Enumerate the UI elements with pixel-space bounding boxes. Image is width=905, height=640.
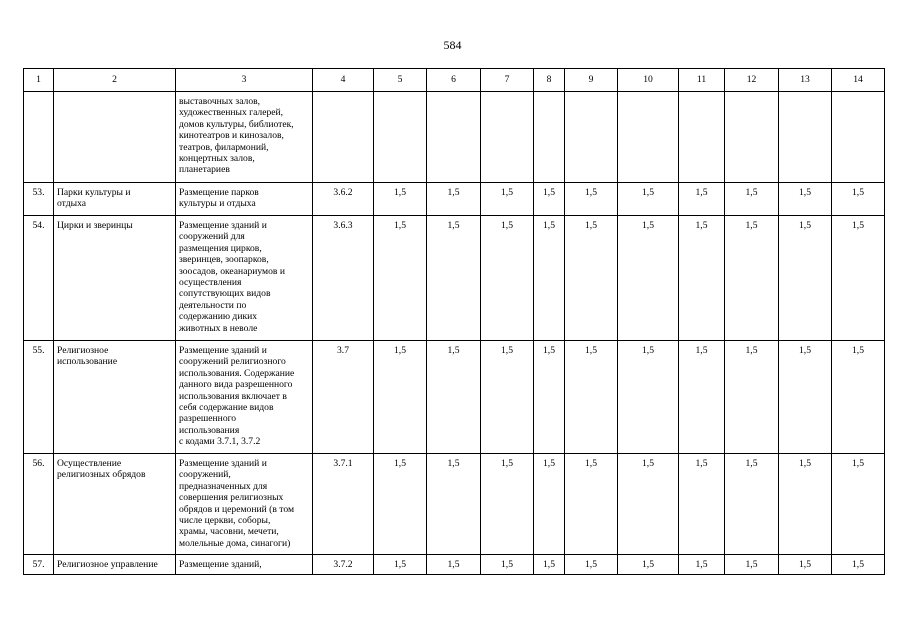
use-code: 3.6.3 xyxy=(313,216,374,341)
table-row xyxy=(24,183,885,216)
header-cell: 4 xyxy=(313,69,374,92)
use-name: Осуществление религиозных обрядов xyxy=(54,454,176,555)
header-cell: 5 xyxy=(374,69,427,92)
value-cell: 1,5 xyxy=(481,454,534,555)
value-cell: 1,5 xyxy=(534,341,565,454)
value-cell: 1,5 xyxy=(679,454,725,555)
value-cell: 1,5 xyxy=(565,216,618,341)
use-description: Размещение зданий и сооружений религиозного использования. Содержание данного вида разрешенного использования включает в себя содержание видов разрешенного использования с кодами 3.7.1, 3.7.2 xyxy=(176,341,313,454)
use-description: Размещение зданий и сооружений для размещения цирков, зверинцев, зоопарков, зоосадов, океанариумов и осуществления сопутствующих видов деятельности по содержанию диких животных в неволе xyxy=(176,216,313,341)
value-cell: 1,5 xyxy=(481,341,534,454)
value-cell xyxy=(832,92,885,183)
value-cell xyxy=(725,92,779,183)
use-code: 3.7.1 xyxy=(313,454,374,555)
value-cell: 1,5 xyxy=(618,555,679,575)
value-cell: 1,5 xyxy=(725,341,779,454)
value-cell: 1,5 xyxy=(832,555,885,575)
use-description: выставочных залов, художественных галерей, домов культуры, библиотек, кинотеатров и кинозалов, театров, филармоний, концертных залов, планетариев xyxy=(176,92,313,183)
header-cell: 10 xyxy=(618,69,679,92)
value-cell: 1,5 xyxy=(534,555,565,575)
value-cell: 1,5 xyxy=(481,216,534,341)
use-code: 3.7 xyxy=(313,341,374,454)
value-cell xyxy=(534,92,565,183)
value-cell: 1,5 xyxy=(374,555,427,575)
header-cell: 13 xyxy=(779,69,832,92)
value-cell xyxy=(618,92,679,183)
value-cell: 1,5 xyxy=(779,183,832,216)
value-cell: 1,5 xyxy=(725,216,779,341)
value-cell: 1,5 xyxy=(679,183,725,216)
use-description: Размещение зданий и сооружений, предназначенных для совершения религиозных обрядов и церемоний (в том числе церкви, соборы, храмы, часовни, мечети, молельные дома, синагоги) xyxy=(176,454,313,555)
value-cell: 1,5 xyxy=(618,454,679,555)
value-cell: 1,5 xyxy=(618,183,679,216)
value-cell: 1,5 xyxy=(618,216,679,341)
value-cell: 1,5 xyxy=(679,341,725,454)
value-cell: 1,5 xyxy=(481,555,534,575)
header-row xyxy=(24,69,885,92)
header-cell: 1 xyxy=(24,69,54,92)
value-cell: 1,5 xyxy=(427,454,481,555)
row-number: 53. xyxy=(24,183,54,216)
header-cell: 3 xyxy=(176,69,313,92)
value-cell: 1,5 xyxy=(427,341,481,454)
value-cell: 1,5 xyxy=(427,216,481,341)
row-number: 55. xyxy=(24,341,54,454)
value-cell: 1,5 xyxy=(725,454,779,555)
header-cell: 6 xyxy=(427,69,481,92)
value-cell: 1,5 xyxy=(779,216,832,341)
value-cell: 1,5 xyxy=(374,454,427,555)
row-number: 57. xyxy=(24,555,54,575)
value-cell: 1,5 xyxy=(565,454,618,555)
header-cell: 11 xyxy=(679,69,725,92)
value-cell: 1,5 xyxy=(374,341,427,454)
row-number xyxy=(24,92,54,183)
value-cell: 1,5 xyxy=(832,341,885,454)
value-cell xyxy=(427,92,481,183)
value-cell xyxy=(779,92,832,183)
value-cell: 1,5 xyxy=(427,183,481,216)
value-cell: 1,5 xyxy=(427,555,481,575)
table-row xyxy=(24,454,885,555)
use-name: Религиозное управление xyxy=(54,555,176,575)
value-cell xyxy=(374,92,427,183)
value-cell: 1,5 xyxy=(832,216,885,341)
use-code xyxy=(313,92,374,183)
value-cell xyxy=(481,92,534,183)
land-use-table xyxy=(23,68,885,575)
table-row xyxy=(24,92,885,183)
value-cell: 1,5 xyxy=(534,454,565,555)
row-number: 54. xyxy=(24,216,54,341)
value-cell: 1,5 xyxy=(534,216,565,341)
row-number: 56. xyxy=(24,454,54,555)
value-cell: 1,5 xyxy=(534,183,565,216)
header-cell: 12 xyxy=(725,69,779,92)
value-cell: 1,5 xyxy=(832,454,885,555)
value-cell: 1,5 xyxy=(679,216,725,341)
value-cell: 1,5 xyxy=(725,183,779,216)
use-name: Религиозное использование xyxy=(54,341,176,454)
table-row xyxy=(24,216,885,341)
header-cell: 7 xyxy=(481,69,534,92)
value-cell: 1,5 xyxy=(779,454,832,555)
page-number: 584 xyxy=(443,38,462,52)
use-code: 3.6.2 xyxy=(313,183,374,216)
value-cell: 1,5 xyxy=(565,183,618,216)
value-cell: 1,5 xyxy=(725,555,779,575)
value-cell: 1,5 xyxy=(832,183,885,216)
value-cell: 1,5 xyxy=(779,341,832,454)
value-cell: 1,5 xyxy=(679,555,725,575)
value-cell: 1,5 xyxy=(374,216,427,341)
value-cell: 1,5 xyxy=(565,341,618,454)
table-row xyxy=(24,341,885,454)
value-cell: 1,5 xyxy=(618,341,679,454)
header-cell: 9 xyxy=(565,69,618,92)
header-cell: 14 xyxy=(832,69,885,92)
value-cell xyxy=(679,92,725,183)
table-row xyxy=(24,555,885,575)
value-cell: 1,5 xyxy=(565,555,618,575)
use-description: Размещение парков культуры и отдыха xyxy=(176,183,313,216)
value-cell: 1,5 xyxy=(481,183,534,216)
header-cell: 8 xyxy=(534,69,565,92)
value-cell: 1,5 xyxy=(779,555,832,575)
use-name: Цирки и зверинцы xyxy=(54,216,176,341)
use-description: Размещение зданий, xyxy=(176,555,313,575)
use-name: Парки культуры и отдыха xyxy=(54,183,176,216)
value-cell xyxy=(565,92,618,183)
header-cell: 2 xyxy=(54,69,176,92)
use-name xyxy=(54,92,176,183)
use-code: 3.7.2 xyxy=(313,555,374,575)
value-cell: 1,5 xyxy=(374,183,427,216)
